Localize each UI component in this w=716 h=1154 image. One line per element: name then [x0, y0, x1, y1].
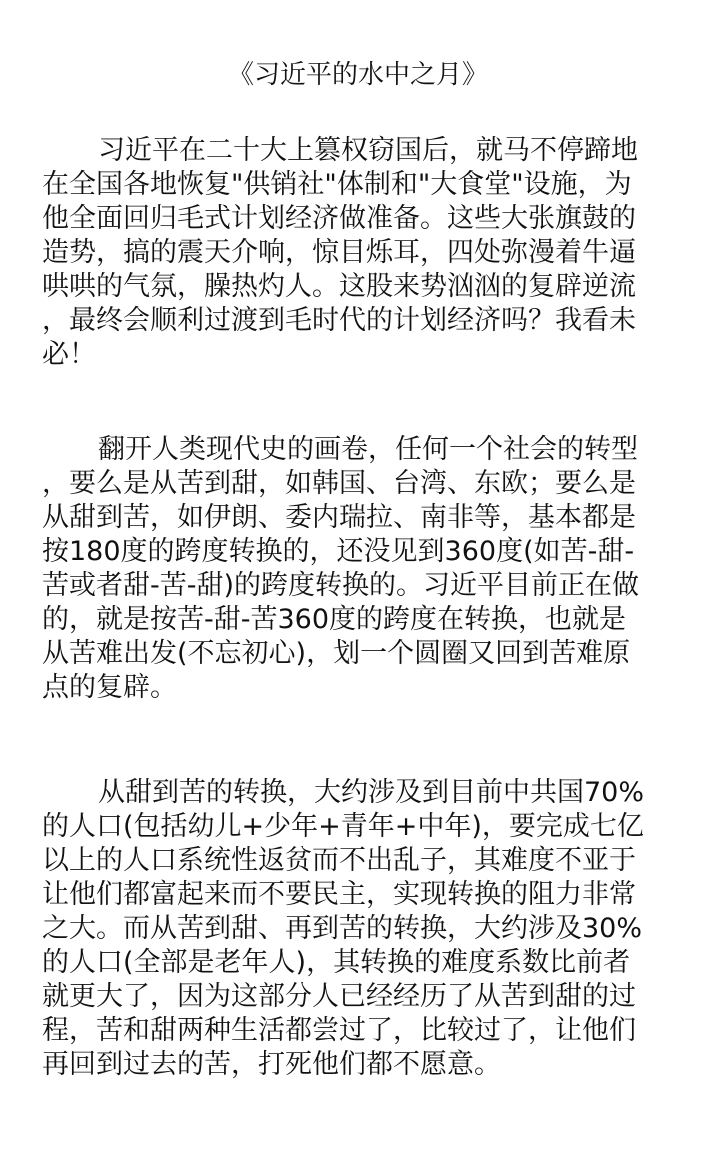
paragraph-line: 的人口(包括幼儿+少年+青年+中年)，要完成七亿: [42, 811, 644, 842]
paragraph-line: ，最终会顺利过渡到毛时代的计划经济吗？我看未: [42, 305, 636, 336]
paragraph-3: [42, 776, 678, 1082]
paragraph-line: 必！: [42, 339, 96, 370]
paragraph-line: 苦或者甜-苦-甜)的跨度转换的。习近平目前正在做: [42, 570, 640, 601]
paragraph-line: 造势，搞的震天介响，惊目烁耳，四处弥漫着牛逼: [42, 237, 636, 268]
article-title: 《习近平的水中之月》: [227, 60, 488, 90]
paragraph-line: ，要么是从苦到甜，如韩国、台湾、东欧；要么是: [42, 468, 636, 499]
paragraph-line: 程，苦和甜两种生活都尝过了，比较过了，让他们: [42, 1015, 636, 1046]
paragraph-line: 从苦难出发(不忘初心)，划一个圆圈又回到苦难原: [42, 638, 631, 669]
paragraph-2: [42, 433, 678, 705]
paragraph-line: 从甜到苦，如伊朗、委内瑞拉、南非等，基本都是: [42, 502, 636, 533]
paragraph-line: 他全面回归毛式计划经济做准备。这些大张旗鼓的: [42, 203, 636, 234]
paragraph-line: 翻开人类现代史的画卷，任何一个社会的转型: [98, 434, 638, 465]
paragraph-line: 在全国各地恢复"供销社"体制和"大食堂"设施，为: [42, 169, 632, 200]
paragraph-1: [42, 134, 678, 372]
paragraph-line: 习近平在二十大上篡权窃国后，就马不停蹄地: [98, 135, 638, 166]
paragraph-line: 让他们都富起来而不要民主，实现转换的阻力非常: [42, 879, 636, 910]
paragraph-line: 从甜到苦的转换，大约涉及到目前中共国70%: [98, 777, 645, 808]
paragraph-line: 按180度的跨度转换的，还没见到360度(如苦-甜-: [42, 536, 635, 567]
paragraph-line: 就更大了，因为这部分人已经经历了从苦到甜的过: [42, 981, 636, 1012]
paragraph-line: 之大。而从苦到甜、再到苦的转换，大约涉及30%: [42, 913, 643, 944]
paragraph-line: 的，就是按苦-甜-苦360度的跨度在转换，也就是: [42, 604, 627, 635]
paragraph-line: 再回到过去的苦，打死他们都不愿意。: [42, 1049, 501, 1080]
paragraph-line: 点的复辟。: [42, 672, 177, 703]
paragraph-line: 的人口(全部是老年人)，其转换的难度系数比前者: [42, 947, 631, 978]
paragraph-line: 哄哄的气氛，臊热灼人。这股来势汹汹的复辟逆流: [42, 271, 636, 302]
paragraph-line: 以上的人口系统性返贫而不出乱子，其难度不亚于: [42, 845, 636, 876]
